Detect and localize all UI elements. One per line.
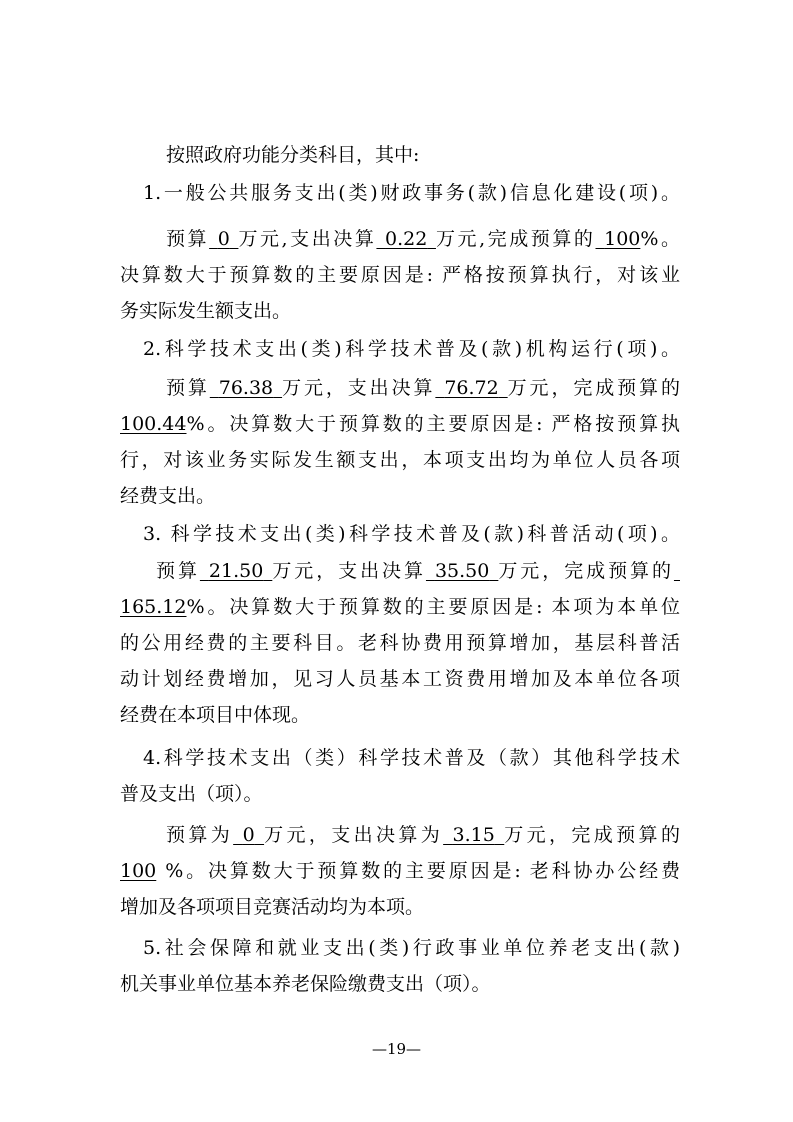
- section-4-reason-line-2: 增加及各项项目竞赛活动均为本项。: [120, 896, 425, 918]
- actual-label: 万元,支出决算: [238, 228, 377, 250]
- actual-value: 76.72: [444, 377, 499, 399]
- actual-value: 35.50: [434, 560, 490, 582]
- section-4-reason-line-1: 100 %。决算数大于预算数的主要原因是: 老科协办公经费: [120, 860, 681, 882]
- section-2-reason-line-2: 行，对该业务实际发生额支出，本项支出均为单位人员各项: [120, 449, 680, 471]
- section-1-heading: 1.一般公共服务支出(类)财政事务(款)信息化建设(项)。: [143, 182, 680, 204]
- section-3-reason-line-1: 165.12%。决算数大于预算数的主要原因是: 本项为本单位: [120, 596, 680, 618]
- budget-value: 0: [217, 228, 230, 250]
- percent-label: 万元,完成预算的: [435, 228, 596, 250]
- section-4-heading-line-1: 4.科学技术支出（类）科学技术普及（款）其他科学技术: [143, 747, 680, 769]
- section-3-heading: 3. 科学技术支出(类)科学技术普及(款)科普活动(项)。: [143, 523, 680, 545]
- section-2-budget-line: 预算 76.38 万元，支出决算 76.72 万元，完成预算的: [166, 377, 680, 399]
- section-3-reason-line-3: 动计划经费增加，见习人员基本工资费用增加及本单位各项: [120, 668, 680, 690]
- percent-value: 100: [604, 228, 641, 250]
- section-3-reason-line-4: 经费在本项目中体现。: [120, 704, 311, 726]
- section-5-heading-line-1: 5.社会保障和就业支出(类)行政事业单位养老支出(款): [143, 937, 680, 959]
- budget-value: 76.38: [218, 377, 274, 399]
- budget-value: 0: [242, 824, 255, 846]
- section-2-reason-line-3: 经费支出。: [120, 485, 216, 507]
- actual-value: 0.22: [385, 228, 428, 250]
- intro-text: 按照政府功能分类科目，其中:: [166, 144, 420, 166]
- section-1-reason-line-2: 务实际发生额支出。: [120, 300, 292, 322]
- section-2-heading: 2.科学技术支出(类)科学技术普及(款)机构运行(项)。: [143, 338, 680, 360]
- section-2-reason-line-1: 100.44%。决算数大于预算数的主要原因是: 严格按预算执: [120, 413, 680, 435]
- percent-value: 165.12: [120, 596, 187, 618]
- section-3-reason-line-2: 的公用经费的主要科目。老科协费用预算增加，基层科普活: [120, 632, 680, 654]
- actual-value: 3.15: [452, 824, 495, 846]
- section-1-reason-line-1: 决算数大于预算数的主要原因是: 严格按预算执行，对该业: [120, 264, 680, 286]
- percent-value: 100.44: [120, 413, 187, 435]
- section-5-heading-line-2: 机关事业单位基本养老保险缴费支出（项）。: [120, 973, 491, 995]
- page-number: —19—: [371, 1040, 422, 1058]
- budget-value: 21.50: [208, 560, 264, 582]
- section-4-budget-line: 预算为 0 万元，支出决算为 3.15 万元，完成预算的: [166, 824, 680, 846]
- percent-value: 100: [120, 860, 157, 882]
- budget-label: 预算: [166, 228, 210, 250]
- section-1-budget-line: 预算 0 万元,支出决算 0.22 万元,完成预算的 100%。: [166, 228, 680, 250]
- section-3-budget-line: 预算 21.50 万元，支出决算 35.50 万元，完成预算的: [156, 560, 674, 582]
- section-4-heading-line-2: 普及支出（项）。: [120, 783, 263, 805]
